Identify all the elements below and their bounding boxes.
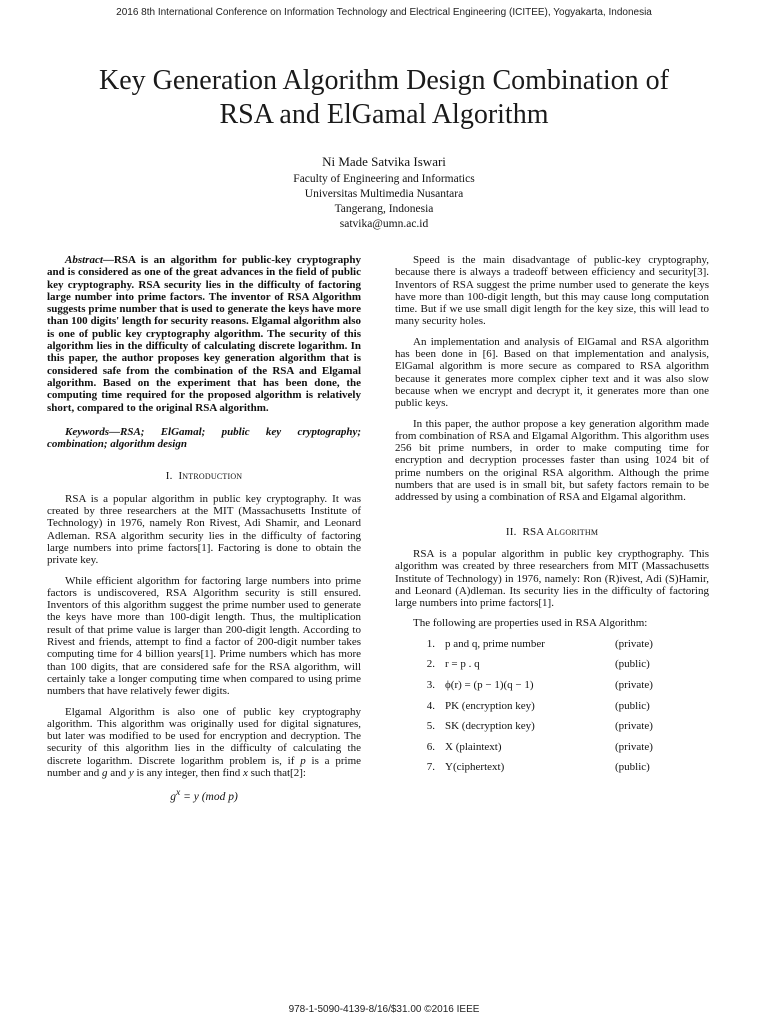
right-paragraph-3: In this paper, the author propose a key generation algorithm made from combination of RSA and Elgamal Algorithm. This algorithm uses 256 bit prime numbers, in order to make computing time for encryption and decryption processes faster than using 1024 bit of prime numbers on the original RSA algorithm. Although the prime numbers that are used is in small bit, but safety factors remain to be addressed by using a combination of RSA and Elgamal algorithm. [395,417,709,504]
list-item [395,720,709,741]
item-scope: (public) [615,699,650,712]
item-description: Y(ciphertext) [445,761,505,774]
intro-paragraph-2: While efficient algorithm for factoring large numbers into prime factors is undiscovered, RSA Algorithm security is still ensured. Inventors of this algorithm suggest the prime number used to generate the keys have more than 100-digit length. Thus, the multiplication result of that prime value is larger than 200-digit length. According to Rivest and friends, attempt to find a factor of 200-digit number takes computing time for 4 billion years[1]. Prime numbers which has more than 100 digits, that are considered safe for the RSA algorithm, will certainly take a longer computing time when compared to using prime numbers that have relatively fewer digits. [47,574,361,698]
author-university: Universitas Multimedia Nusantara [304,188,464,200]
math-var-y: y [128,766,134,779]
math-var-g: g [101,766,108,779]
copyright-footer: 978-1-5090-4139-8/16/$31.00 ©2016 IEEE [288,1004,480,1015]
item-description: PK (encryption key) [445,699,535,712]
author-name: Ni Made Satvika Iswari [322,154,446,169]
intro-p3-text-e: such that[2]: [250,766,306,779]
section-title: Introduction [178,470,243,483]
rsa-paragraph-1: RSA is a popular algorithm in public key crypthography. This algorithm was created by three researchers from MIT (Massachusetts Institute of Technology) in 1976, namely: Ron (R)ivest, Adi (S)Hamir, and Leonard (A)dleman. Its security lies in the difficulty of factoring large numbers into prime factors[1]. [395,547,709,610]
equation-exponent: x [175,787,181,799]
list-item [395,761,709,782]
math-var-p: p [300,754,306,767]
item-scope: (private) [615,740,653,753]
item-description: SK (decryption key) [445,720,535,733]
abstract-label: Abstract [65,254,103,266]
title-line-1: Key Generation Algorithm Design Combination of [98,65,670,96]
author-faculty: Faculty of Engineering and Informatics [293,173,475,185]
item-description: r = p . q [445,658,480,671]
list-item [395,741,709,762]
list-item [395,700,709,721]
keywords: Keywords—RSA; ElGamal; public key cryptography; combination; algorithm design [47,425,361,451]
abstract-text: —RSA is an algorithm for public-key cryptography and is considered as one of the great advances in the field of public key cryptography. RSA security lies in the difficulty of factoring large number into prime factors. The inventor of RSA Algorithm suggests prime number that is used to generate the keys have more than 100 digits' length for security reasons. Elgamal algorithm also is one of public key cryptography algorithm. The security of this algorithm lies in the difficulty of calculating discrete logarithm. In this paper, the author proposes key generation algorithm that is considered safe from the combination of the RSA and Elgamal algorithm. Based on the experiment that has been done, the computing time required for the proposed algorithm is relatively short, compared to the original RSA algorithm. [47,254,361,414]
item-description: ϕ(r) = (p − 1)(q − 1) [445,678,534,691]
equation-base: g [170,791,176,804]
item-number: 6. [426,740,435,753]
item-scope: (private) [615,678,653,691]
right-paragraph-1: Speed is the main disadvantage of public-key cryptography, because there is always a tradeoff between efficiency and security[3]. Inventors of RSA suggest the prime number used to generate the keys have more than 100-digit length, but this may cause long computation time. But if we use small digit length for the key size, this will lead to many security holes. [395,254,709,328]
right-column [395,254,709,782]
author-location: Tangerang, Indonesia [334,203,434,215]
item-number: 1. [426,637,435,650]
title-line-2: RSA and ElGamal Algorithm [219,99,549,130]
item-number: 2. [426,658,435,671]
intro-paragraph-3 [47,706,361,780]
item-number: 5. [426,720,435,733]
intro-p3-text-a: Elgamal Algorithm is also one of public key cryptography algorithm. This algorithm was originally used for digital signatures, but later was modified to be used for encryption and decryption. The security of this algorithm lies in the difficulty of calculating the discrete logarithm. Discrete logarithm problem is, if [47,705,361,767]
section-number: I. [165,470,173,483]
discrete-log-equation [47,787,361,803]
conference-header: 2016 8th International Conference on Information Technology and Electrical Engineering (ICITEE), Yogyakarta, Indonesia [116,7,652,18]
section-heading-rsa [395,526,709,538]
item-number: 7. [426,761,435,774]
intro-paragraph-1: RSA is a popular algorithm in public key cryptography. It was created by three researchers at the MIT (Massachusetts Institute of Technology) in 1976, namely Ron Rivest, Adi Shamir, and Leonard Adleman. RSA algorithm security lies in the difficulty of factoring large numbers into prime factors[1]. Factoring is done to obtain the private key. [47,492,361,567]
item-scope: (private) [615,720,653,733]
item-description: X (plaintext) [445,740,502,753]
list-item [395,638,709,659]
intro-p3-text-b: is a prime number and [47,754,362,779]
item-number: 4. [426,699,435,712]
intro-p3-text-d: is any integer, then find [136,766,241,779]
math-var-x: x [243,766,248,779]
rsa-properties-list [395,638,709,782]
section-heading-introduction [47,470,361,482]
left-column [47,254,361,811]
item-scope: (public) [615,658,650,671]
section-title: RSA Algorithm [522,525,599,538]
section-number: II. [505,525,517,538]
item-number: 3. [426,678,435,691]
abstract [47,254,361,414]
item-scope: (private) [615,637,653,650]
list-item [395,658,709,679]
paper-title [40,64,728,132]
author-email: satvika@umn.ac.id [339,218,429,230]
item-description: p and q, prime number [445,637,545,650]
intro-p3-text-c: and [110,766,127,779]
right-paragraph-2: An implementation and analysis of ElGamal and RSA algorithm has been done in [6]. Based on that implementation and analysis, ElGamal algorithm is more secure as compared to RSA algorithm because it generates more complex cipher text and it was also slow because when we encrypt and decrypt it, it generates more than one public keys. [395,335,709,410]
equation-rest: = y (mod p) [180,791,238,804]
author-block [180,154,588,232]
rsa-list-intro: The following are properties used in RSA Algorithm: [413,617,648,630]
item-scope: (public) [615,761,650,774]
list-item [395,679,709,700]
